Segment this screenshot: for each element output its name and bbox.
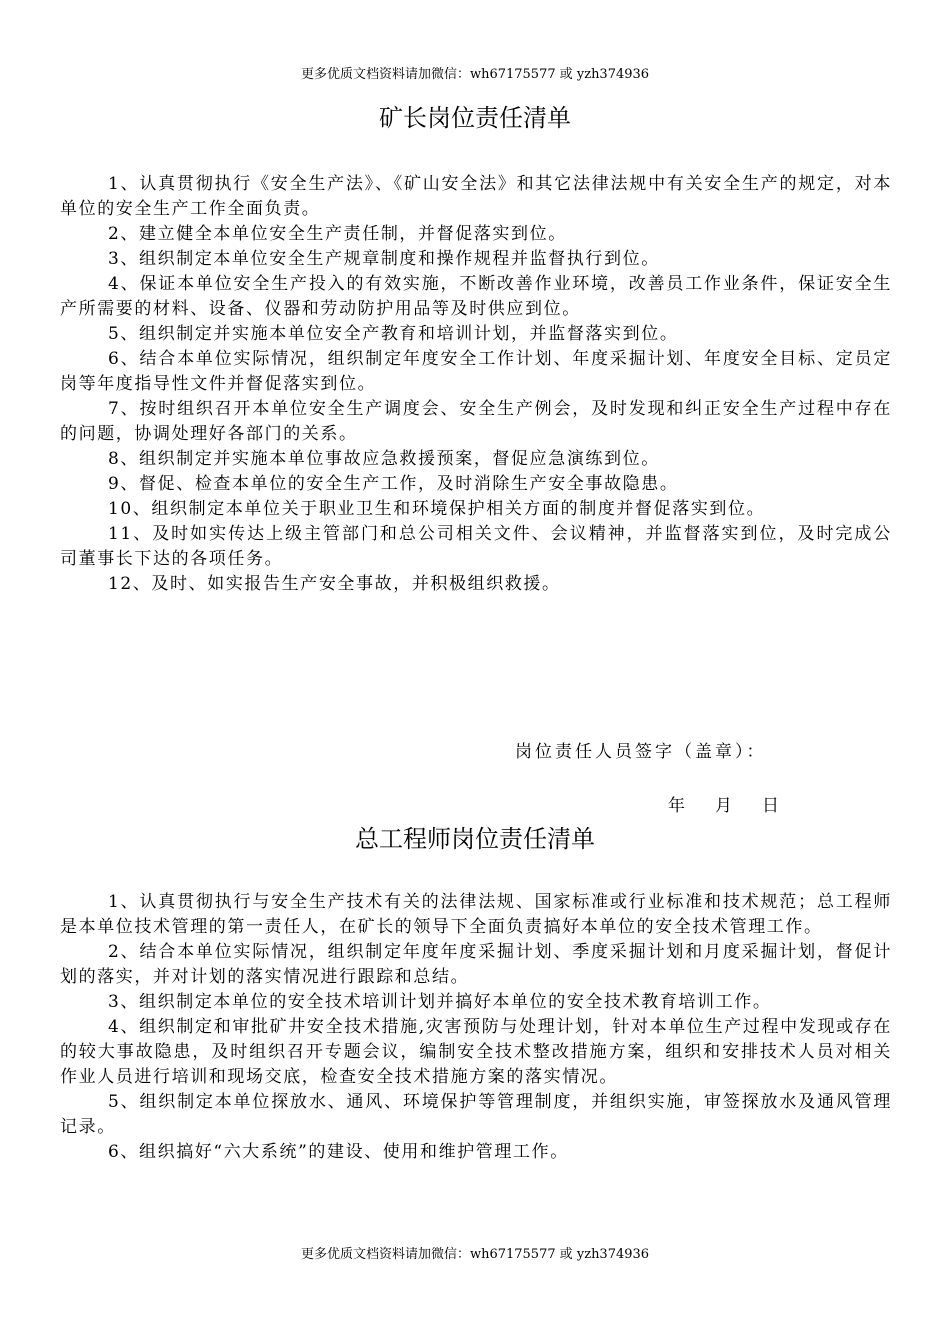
date-month: 月 xyxy=(715,796,732,816)
section1-item-5: 5、组织制定并实施本单位安全产教育和培训计划，并监督落实到位。 xyxy=(108,324,679,344)
section1-items xyxy=(60,172,892,597)
signature-label: 岗位责任人员签字（盖章）： xyxy=(515,742,767,762)
section1-item-8: 8、组织制定并实施本单位事故应急救援预案，督促应急演练到位。 xyxy=(108,449,660,469)
section1-item-2: 2、建立健全本单位安全生产责任制，并督促落实到位。 xyxy=(108,224,567,244)
section2-item-1: 1、认真贯彻执行与安全生产技术有关的法律法规、国家标准或行业标准和技术规范；总工程师是本单位技术管理的第一责任人，在矿长的领导下全面负责搞好本单位的安全技术管理工作。 xyxy=(60,892,892,937)
section2-item-4: 4、组织制定和审批矿井安全技术措施,灾害预防与处理计划，针对本单位生产过程中发现或存在的较大事故隐患，及时组织召开专题会议，编制安全技术整改措施方案，组织和安排技术人员对相关作业人员进行培训和现场交底，检查安全技术措施方案的落实情况。 xyxy=(60,1017,892,1087)
section2-item-6: 6、组织搞好“六大系统”的建设、使用和维护管理工作。 xyxy=(108,1142,569,1162)
section1-item-7: 7、按时组织召开本单位安全生产调度会、安全生产例会，及时发现和纠正安全生产过程中存在的问题，协调处理好各部门的关系。 xyxy=(60,399,892,444)
header-note: 更多优质文档资料请加微信：wh67175577 或 yzh374936 xyxy=(300,67,650,82)
section1-item-9: 9、督促、检查本单位的安全生产工作，及时消除生产安全事故隐患。 xyxy=(108,474,679,494)
date-day: 日 xyxy=(762,796,779,816)
section2-item-3: 3、组织制定本单位的安全技术培训计划并搞好本单位的安全技术教育培训工作。 xyxy=(108,992,772,1012)
section1-item-1: 1、认真贯彻执行《安全生产法》、《矿山安全法》和其它法律法规中有关安全生产的规定，对本单位的安全生产工作全面负责。 xyxy=(60,174,892,219)
date-line xyxy=(668,795,779,817)
section2-items xyxy=(60,890,892,1165)
section1-item-11: 11、及时如实传达上级主管部门和总公司相关文件、会议精神，并监督落实到位，及时完成公司董事长下达的各项任务。 xyxy=(60,524,892,569)
section1-item-4: 4、保证本单位安全生产投入的有效实施，不断改善作业环境，改善员工作业条件，保证安全生产所需要的材料、设备、仪器和劳动防护用品等及时供应到位。 xyxy=(60,274,892,319)
footer-note: 更多优质文档资料请加微信：wh67175577 或 yzh374936 xyxy=(300,1247,650,1262)
section1-title: 矿长岗位责任清单 xyxy=(379,104,571,132)
section1-item-10: 10、组织制定本单位关于职业卫生和环境保护相关方面的制度并督促落实到位。 xyxy=(108,499,766,519)
section2-item-2: 2、结合本单位实际情况，组织制定年度年度采掘计划、季度采掘计划和月度采掘计划，督促计划的落实，并对计划的落实情况进行跟踪和总结。 xyxy=(60,942,892,987)
section2-item-5: 5、组织制定本单位探放水、通风、环境保护等管理制度，并组织实施，审签探放水及通风管理记录。 xyxy=(60,1092,892,1137)
section1-item-6: 6、结合本单位实际情况，组织制定年度安全工作计划、年度采掘计划、年度安全目标、定员定岗等年度指导性文件并督促落实到位。 xyxy=(60,349,892,394)
section1-item-12: 12、及时、如实报告生产安全事故，并积极组织救援。 xyxy=(108,574,561,594)
section2-title: 总工程师岗位责任清单 xyxy=(355,825,595,853)
section1-item-3: 3、组织制定本单位安全生产规章制度和操作规程并监督执行到位。 xyxy=(108,249,660,269)
date-year: 年 xyxy=(668,796,685,816)
